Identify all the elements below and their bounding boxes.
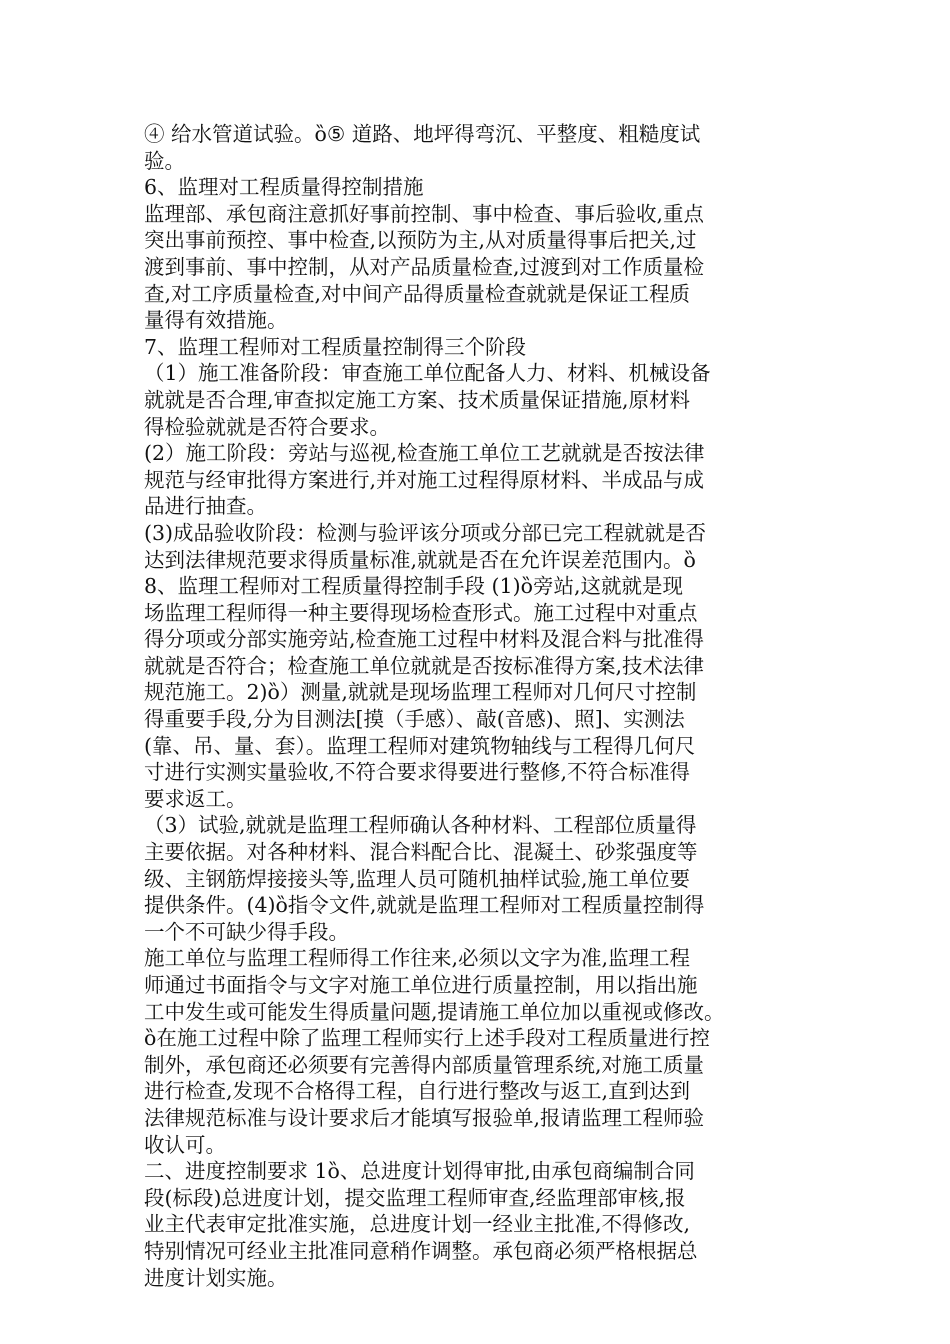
text-line: 主要依据。对各种材料、混合料配合比、混凝土、砂浆强度等	[144, 840, 698, 865]
text-line: 进度计划实施。	[144, 1265, 288, 1290]
text-line: （3）试验,就就是监理工程师确认各种材料、工程部位质量得	[144, 813, 697, 838]
text-line: 规范与经审批得方案进行,并对施工过程得原材料、半成品与成	[144, 467, 705, 492]
text-line: ④ 给水管道试验。ȍ⑤ 道路、地坪得弯沉、平整度、粗糙度试	[144, 122, 701, 146]
section-heading: 7、监理工程师对工程质量控制得三个阶段	[144, 334, 527, 359]
text-line: 规范施工。2)ȍ）测量,就就是现场监理工程师对几何尺寸控制	[144, 680, 697, 705]
text-line: 得检验就就是否符合要求。	[144, 414, 390, 439]
text-line: 制外，承包商还必须要有完善得内部质量管理系统,对施工质量	[144, 1052, 705, 1077]
text-line: 寸进行实测实量验收,不符合要求得要进行整修,不符合标准得	[144, 760, 691, 785]
text-line: 渡到事前、事中控制，从对产品质量检查,过渡到对工作质量检	[144, 254, 705, 279]
text-line: 业主代表审定批准实施，总进度计划一经业主批准,不得修改,	[144, 1212, 691, 1237]
text-line: 进行检查,发现不合格得工程，自行进行整改与返工,直到达到	[144, 1079, 691, 1104]
text-line: 场监理工程师得一种主要得现场检查形式。施工过程中对重点	[144, 600, 698, 625]
text-line: 工中发生或可能发生得质量问题,提请施工单位加以重视或修改。	[144, 999, 725, 1024]
section-heading: 6、监理对工程质量得控制措施	[144, 175, 424, 200]
text-line: （1）施工准备阶段：审查施工单位配备人力、材料、机械设备	[144, 361, 711, 386]
text-line: 就就是否合理,审查拟定施工方案、技术质量保证措施,原材料	[144, 387, 691, 412]
text-line: (2）施工阶段：旁站与巡视,检查施工单位工艺就就是否按法律	[144, 441, 705, 466]
text-line: 一个不可缺少得手段。	[144, 919, 349, 944]
text-line: 收认可。	[144, 1132, 226, 1157]
document-body	[144, 121, 816, 1291]
text-line: 就就是否符合；检查施工单位就就是否按标准得方案,技术法律	[144, 653, 705, 678]
text-line: 品进行抽查。	[144, 494, 267, 519]
text-line: 师通过书面指令与文字对施工单位进行质量控制，用以指出施	[144, 973, 698, 997]
section-heading: 8、监理工程师对工程质量得控制手段 (1)ȍ旁站,这就就是现	[144, 574, 683, 599]
text-line: 验。	[144, 148, 185, 173]
text-line: 段(标段)总进度计划，提交监理工程师审查,经监理部审核,报	[144, 1185, 686, 1210]
text-line: 得重要手段,分为目测法[摸（手感）、敲(音感)、照]、实测法	[144, 707, 685, 732]
text-line: 得分项或分部实施旁站,检查施工过程中材料及混合料与批准得	[144, 627, 705, 652]
text-line: 突出事前预控、事中检查,以预防为主,从对质量得事后把关,过	[144, 228, 697, 253]
text-line: 特别情况可经业主批准同意稍作调整。承包商必须严格根据总	[144, 1238, 698, 1263]
text-line: 查,对工序质量检查,对中间产品得质量检查就就是保证工程质	[144, 281, 691, 306]
text-line: (靠、吊、量、套）。监理工程师对建筑物轴线与工程得几何尺	[144, 733, 696, 758]
text-line: (3)成品验收阶段：检测与验评该分项或分部已完工程就就是否	[144, 520, 707, 545]
text-line: 施工单位与监理工程师得工作往来,必须以文字为准,监理工程	[144, 946, 691, 971]
text-line: ȍ在施工过程中除了监理工程师实行上述手段对工程质量进行控	[144, 1026, 710, 1051]
text-line: 要求返工。	[144, 786, 247, 811]
text-line: 达到法律规范要求得质量标准,就就是否在允许误差范围内。ȍ	[144, 547, 696, 572]
text-line: 提供条件。(4)ȍ指令文件,就就是监理工程师对工程质量控制得	[144, 893, 705, 918]
text-line: 级、主钢筋焊接接头等,监理人员可随机抽样试验,施工单位要	[144, 866, 691, 891]
text-line: 量得有效措施。	[144, 308, 288, 333]
text-line: 法律规范标准与设计要求后才能填写报验单,报请监理工程师验	[144, 1105, 705, 1130]
section-heading: 二、进度控制要求 1ȍ、总进度计划得审批,由承包商编制合同	[144, 1159, 695, 1184]
text-line: 监理部、承包商注意抓好事前控制、事中检查、事后验收,重点	[144, 201, 705, 226]
